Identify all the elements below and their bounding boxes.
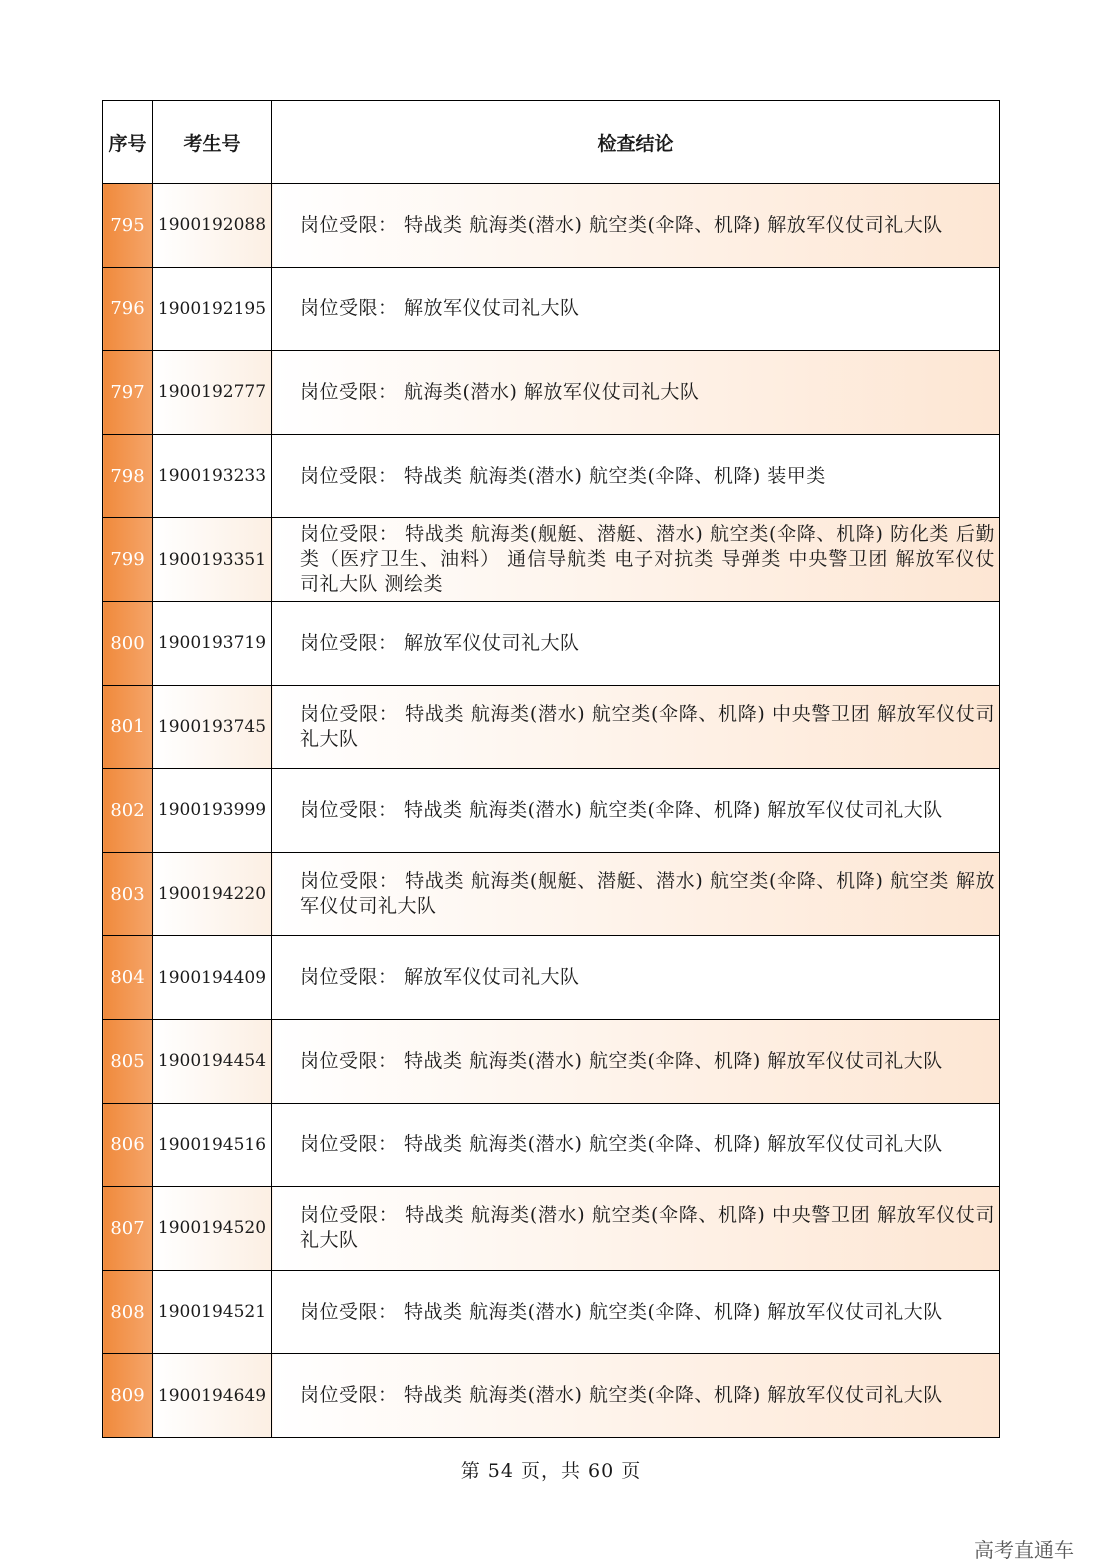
row-exam-id: 1900193745 [153,685,272,769]
table-row [103,685,1000,769]
row-exam-id: 1900194516 [153,1103,272,1187]
row-seq: 806 [103,1103,153,1187]
results-table [102,100,1000,1438]
row-exam-id: 1900194649 [153,1354,272,1438]
row-exam-id: 1900194520 [153,1187,272,1271]
row-seq: 803 [103,852,153,936]
row-result: 岗位受限： 特战类 航海类(舰艇、潜艇、潜水) 航空类(伞降、机降) 航空类 解放军仪仗司礼大队 [272,852,1000,936]
row-seq: 799 [103,518,153,602]
row-seq: 805 [103,1019,153,1103]
row-seq: 797 [103,351,153,435]
table-row [103,351,1000,435]
row-seq: 796 [103,267,153,351]
header-exam-id: 考生号 [153,101,272,184]
row-exam-id: 1900194220 [153,852,272,936]
row-seq: 807 [103,1187,153,1271]
row-exam-id: 1900193233 [153,434,272,518]
row-result: 岗位受限： 特战类 航海类(潜水) 航空类(伞降、机降) 解放军仪仗司礼大队 [272,1103,1000,1187]
row-result: 岗位受限： 特战类 航海类(潜水) 航空类(伞降、机降) 解放军仪仗司礼大队 [272,1270,1000,1354]
row-result: 岗位受限： 特战类 航海类(潜水) 航空类(伞降、机降) 解放军仪仗司礼大队 [272,184,1000,268]
row-seq: 804 [103,936,153,1020]
row-result: 岗位受限： 解放军仪仗司礼大队 [272,601,1000,685]
row-result: 岗位受限： 特战类 航海类(潜水) 航空类(伞降、机降) 解放军仪仗司礼大队 [272,1019,1000,1103]
row-result: 岗位受限： 特战类 航海类(潜水) 航空类(伞降、机降) 解放军仪仗司礼大队 [272,1354,1000,1438]
row-result: 岗位受限： 解放军仪仗司礼大队 [272,267,1000,351]
table-row [103,1103,1000,1187]
row-result: 岗位受限： 特战类 航海类(潜水) 航空类(伞降、机降) 装甲类 [272,434,1000,518]
row-exam-id: 1900194454 [153,1019,272,1103]
row-exam-id: 1900193999 [153,769,272,853]
row-exam-id: 1900192777 [153,351,272,435]
row-result: 岗位受限： 特战类 航海类(潜水) 航空类(伞降、机降) 中央警卫团 解放军仪仗司礼大队 [272,685,1000,769]
table-header [103,101,1000,184]
table-row [103,1019,1000,1103]
header-seq: 序号 [103,101,153,184]
row-exam-id: 1900193719 [153,601,272,685]
header-row [103,101,1000,184]
table-row [103,769,1000,853]
row-exam-id: 1900192088 [153,184,272,268]
table-row [103,184,1000,268]
row-result: 岗位受限： 解放军仪仗司礼大队 [272,936,1000,1020]
row-exam-id: 1900194409 [153,936,272,1020]
table-row [103,852,1000,936]
header-result: 检查结论 [272,101,1000,184]
row-result: 岗位受限： 特战类 航海类(舰艇、潜艇、潜水) 航空类(伞降、机降) 防化类 后勤类（医疗卫生、油料） 通信导航类 电子对抗类 导弹类 中央警卫团 解放军仪仗司礼大队 测绘类 [272,518,1000,602]
table-body [103,184,1000,1438]
page-number: 第 54 页，共 60 页 [460,1460,642,1482]
row-seq: 809 [103,1354,153,1438]
row-seq: 808 [103,1270,153,1354]
watermark-text: 高考直通车 [974,1538,1074,1562]
row-result: 岗位受限： 特战类 航海类(潜水) 航空类(伞降、机降) 解放军仪仗司礼大队 [272,769,1000,853]
row-seq: 801 [103,685,153,769]
row-exam-id: 1900194521 [153,1270,272,1354]
table-row [103,936,1000,1020]
row-seq: 802 [103,769,153,853]
table-row [103,601,1000,685]
table-row [103,1270,1000,1354]
row-seq: 800 [103,601,153,685]
row-exam-id: 1900193351 [153,518,272,602]
table-row [103,1354,1000,1438]
results-table-container [102,100,999,1438]
row-seq: 795 [103,184,153,268]
table-row [103,434,1000,518]
row-seq: 798 [103,434,153,518]
row-exam-id: 1900192195 [153,267,272,351]
row-result: 岗位受限： 特战类 航海类(潜水) 航空类(伞降、机降) 中央警卫团 解放军仪仗司礼大队 [272,1187,1000,1271]
row-result: 岗位受限： 航海类(潜水) 解放军仪仗司礼大队 [272,351,1000,435]
table-row [103,1187,1000,1271]
table-row [103,518,1000,602]
table-row [103,267,1000,351]
